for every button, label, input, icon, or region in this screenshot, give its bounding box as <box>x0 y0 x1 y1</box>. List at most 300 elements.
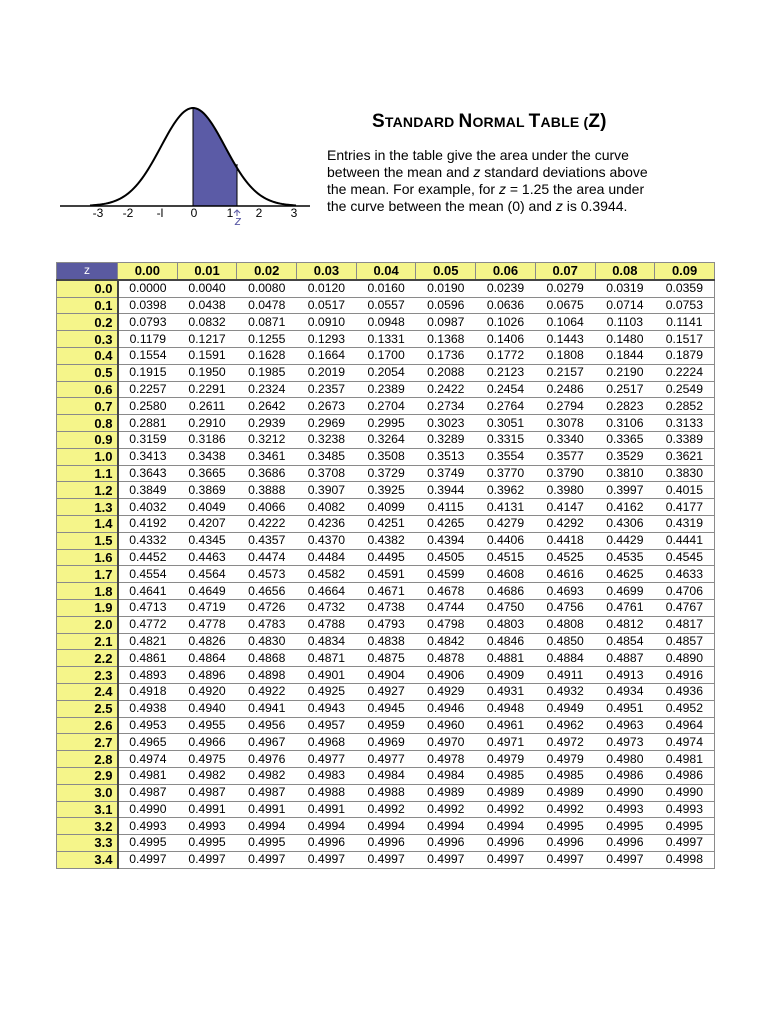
table-cell: 0.4582 <box>297 566 357 583</box>
table-cell: 0.4984 <box>356 767 416 784</box>
table-cell: 0.4846 <box>476 633 536 650</box>
table-cell: 0.4693 <box>535 583 595 600</box>
table-cell: 0.4131 <box>476 499 536 516</box>
table-row <box>57 717 715 734</box>
table-cell: 0.4997 <box>476 851 536 868</box>
table-row <box>57 482 715 499</box>
row-header: 0.2 <box>57 314 118 331</box>
table-cell: 0.3944 <box>416 482 476 499</box>
table-row <box>57 415 715 432</box>
row-header: 1.2 <box>57 482 118 499</box>
table-cell: 0.2454 <box>476 381 536 398</box>
title-initial: S <box>372 111 385 132</box>
description-text: = 1.25 the area under <box>505 181 645 197</box>
tick-label: 2 <box>255 206 263 220</box>
table-cell: 0.4920 <box>177 683 237 700</box>
table-cell: 0.4993 <box>655 801 715 818</box>
table-cell: 0.4997 <box>535 851 595 868</box>
table-cell: 0.4991 <box>237 801 297 818</box>
table-cell: 0.4251 <box>356 515 416 532</box>
table-cell: 0.4995 <box>237 835 297 852</box>
table-cell: 0.4147 <box>535 499 595 516</box>
table-cell: 0.1103 <box>595 314 655 331</box>
table-cell: 0.4744 <box>416 599 476 616</box>
table-cell: 0.4952 <box>655 700 715 717</box>
table-cell: 0.4929 <box>416 683 476 700</box>
table-cell: 0.4686 <box>476 583 536 600</box>
table-cell: 0.4884 <box>535 650 595 667</box>
table-cell: 0.4222 <box>237 515 297 532</box>
table-cell: 0.4861 <box>118 650 178 667</box>
table-row <box>57 650 715 667</box>
table-cell: 0.3461 <box>237 448 297 465</box>
table-cell: 0.3665 <box>177 465 237 482</box>
table-cell: 0.3577 <box>535 448 595 465</box>
table-cell: 0.4732 <box>297 599 357 616</box>
table-cell: 0.4982 <box>237 767 297 784</box>
title-paren: ) <box>600 111 607 132</box>
table-cell: 0.4049 <box>177 499 237 516</box>
table-cell: 0.4525 <box>535 549 595 566</box>
table-cell: 0.4370 <box>297 532 357 549</box>
title-smallcaps: ABLE ( <box>540 114 589 130</box>
table-cell: 0.0714 <box>595 297 655 314</box>
table-cell: 0.4979 <box>476 751 536 768</box>
table-cell: 0.1772 <box>476 347 536 364</box>
table-cell: 0.4934 <box>595 683 655 700</box>
table-cell: 0.3133 <box>655 415 715 432</box>
row-header: 1.7 <box>57 566 118 583</box>
table-cell: 0.4868 <box>237 650 297 667</box>
table-cell: 0.1591 <box>177 347 237 364</box>
z-marker-label: z <box>234 213 242 225</box>
table-cell: 0.4966 <box>177 734 237 751</box>
table-cell: 0.4573 <box>237 566 297 583</box>
table-cell: 0.2939 <box>237 415 297 432</box>
row-header: 2.6 <box>57 717 118 734</box>
table-description <box>327 147 707 215</box>
title-initial: N <box>458 111 473 132</box>
table-cell: 0.4994 <box>416 818 476 835</box>
table-cell: 0.4962 <box>535 717 595 734</box>
table-cell: 0.1026 <box>476 314 536 331</box>
table-cell: 0.4850 <box>535 633 595 650</box>
table-cell: 0.4332 <box>118 532 178 549</box>
tick-label: 1 <box>226 206 234 220</box>
table-cell: 0.3438 <box>177 448 237 465</box>
table-cell: 0.4808 <box>535 616 595 633</box>
table-cell: 0.1331 <box>356 331 416 348</box>
description-text: is 0.3944. <box>562 198 628 214</box>
row-header: 1.6 <box>57 549 118 566</box>
table-cell: 0.4591 <box>356 566 416 583</box>
table-cell: 0.3643 <box>118 465 178 482</box>
table-cell: 0.4945 <box>356 700 416 717</box>
table-cell: 0.4997 <box>237 851 297 868</box>
row-header: 1.8 <box>57 583 118 600</box>
table-cell: 0.4951 <box>595 700 655 717</box>
table-cell: 0.0753 <box>655 297 715 314</box>
table-cell: 0.4429 <box>595 532 655 549</box>
table-cell: 0.4382 <box>356 532 416 549</box>
table-cell: 0.4901 <box>297 667 357 684</box>
table-cell: 0.2704 <box>356 398 416 415</box>
row-header: 0.0 <box>57 280 118 297</box>
table-cell: 0.4989 <box>535 784 595 801</box>
table-cell: 0.4981 <box>655 751 715 768</box>
table-cell: 0.4678 <box>416 583 476 600</box>
table-cell: 0.1255 <box>237 331 297 348</box>
table-cell: 0.3485 <box>297 448 357 465</box>
table-cell: 0.4975 <box>177 751 237 768</box>
table-cell: 0.0359 <box>655 280 715 297</box>
table-cell: 0.4817 <box>655 616 715 633</box>
column-header: 0.07 <box>535 263 595 280</box>
table-cell: 0.0517 <box>297 297 357 314</box>
row-header: 0.9 <box>57 431 118 448</box>
table-cell: 0.3869 <box>177 482 237 499</box>
row-header: 2.8 <box>57 751 118 768</box>
table-cell: 0.4871 <box>297 650 357 667</box>
table-cell: 0.4997 <box>595 851 655 868</box>
table-cell: 0.4995 <box>595 818 655 835</box>
table-cell: 0.4948 <box>476 700 536 717</box>
table-cell: 0.0040 <box>177 280 237 297</box>
table-cell: 0.4898 <box>237 667 297 684</box>
table-cell: 0.4738 <box>356 599 416 616</box>
table-cell: 0.1368 <box>416 331 476 348</box>
table-row <box>57 532 715 549</box>
table-cell: 0.4991 <box>177 801 237 818</box>
table-cell: 0.3830 <box>655 465 715 482</box>
table-cell: 0.4608 <box>476 566 536 583</box>
title-initial: T <box>528 111 541 132</box>
table-cell: 0.4798 <box>416 616 476 633</box>
table-cell: 0.4115 <box>416 499 476 516</box>
table-cell: 0.3770 <box>476 465 536 482</box>
table-cell: 0.4987 <box>118 784 178 801</box>
column-header: 0.08 <box>595 263 655 280</box>
table-cell: 0.0675 <box>535 297 595 314</box>
table-cell: 0.0279 <box>535 280 595 297</box>
table-row <box>57 431 715 448</box>
z-table-header <box>57 263 715 280</box>
table-cell: 0.3212 <box>237 431 297 448</box>
table-cell: 0.0636 <box>476 297 536 314</box>
table-cell: 0.1950 <box>177 364 237 381</box>
table-cell: 0.4949 <box>535 700 595 717</box>
row-header: 2.9 <box>57 767 118 784</box>
table-cell: 0.1915 <box>118 364 178 381</box>
table-cell: 0.4967 <box>237 734 297 751</box>
table-cell: 0.4985 <box>535 767 595 784</box>
table-cell: 0.0910 <box>297 314 357 331</box>
table-cell: 0.4974 <box>118 751 178 768</box>
table-cell: 0.0793 <box>118 314 178 331</box>
title-smallcaps: ORMAL <box>472 114 529 130</box>
table-cell: 0.4812 <box>595 616 655 633</box>
table-row <box>57 599 715 616</box>
table-cell: 0.4992 <box>416 801 476 818</box>
table-cell: 0.4987 <box>237 784 297 801</box>
table-cell: 0.4991 <box>297 801 357 818</box>
table-cell: 0.2852 <box>655 398 715 415</box>
table-cell: 0.1700 <box>356 347 416 364</box>
description-text: between the mean and <box>327 164 474 180</box>
table-cell: 0.4713 <box>118 599 178 616</box>
table-cell: 0.4946 <box>416 700 476 717</box>
table-cell: 0.4911 <box>535 667 595 684</box>
table-cell: 0.4864 <box>177 650 237 667</box>
table-cell: 0.4633 <box>655 566 715 583</box>
table-row <box>57 851 715 868</box>
table-cell: 0.3389 <box>655 431 715 448</box>
table-cell: 0.4463 <box>177 549 237 566</box>
table-cell: 0.4706 <box>655 583 715 600</box>
table-cell: 0.0438 <box>177 297 237 314</box>
table-row <box>57 465 715 482</box>
table-cell: 0.4980 <box>595 751 655 768</box>
table-row <box>57 347 715 364</box>
table-cell: 0.1664 <box>297 347 357 364</box>
table-row <box>57 583 715 600</box>
table-cell: 0.2881 <box>118 415 178 432</box>
table-cell: 0.4968 <box>297 734 357 751</box>
description-text: the curve between the mean (0) and <box>327 198 556 214</box>
table-cell: 0.1141 <box>655 314 715 331</box>
table-row <box>57 667 715 684</box>
row-header: 0.4 <box>57 347 118 364</box>
column-header: 0.01 <box>177 263 237 280</box>
table-row <box>57 818 715 835</box>
table-cell: 0.3413 <box>118 448 178 465</box>
table-cell: 0.2611 <box>177 398 237 415</box>
table-cell: 0.4649 <box>177 583 237 600</box>
table-cell: 0.2517 <box>595 381 655 398</box>
table-cell: 0.4981 <box>118 767 178 784</box>
table-cell: 0.4838 <box>356 633 416 650</box>
column-header: 0.02 <box>237 263 297 280</box>
normal-curve-figure <box>60 100 310 225</box>
table-cell: 0.2764 <box>476 398 536 415</box>
table-cell: 0.3508 <box>356 448 416 465</box>
table-cell: 0.2224 <box>655 364 715 381</box>
table-cell: 0.4842 <box>416 633 476 650</box>
table-cell: 0.0239 <box>476 280 536 297</box>
column-header: 0.04 <box>356 263 416 280</box>
row-header: 2.7 <box>57 734 118 751</box>
table-cell: 0.4913 <box>595 667 655 684</box>
row-header: 0.8 <box>57 415 118 432</box>
table-cell: 0.4761 <box>595 599 655 616</box>
table-cell: 0.3997 <box>595 482 655 499</box>
table-row <box>57 751 715 768</box>
z-column-header: z <box>57 263 118 280</box>
table-cell: 0.4965 <box>118 734 178 751</box>
table-cell: 0.4997 <box>416 851 476 868</box>
table-cell: 0.3686 <box>237 465 297 482</box>
tick-label: -2 <box>122 206 134 220</box>
table-cell: 0.4265 <box>416 515 476 532</box>
table-cell: 0.0000 <box>118 280 178 297</box>
table-cell: 0.0080 <box>237 280 297 297</box>
table-cell: 0.4997 <box>118 851 178 868</box>
row-header: 0.3 <box>57 331 118 348</box>
table-cell: 0.4857 <box>655 633 715 650</box>
table-cell: 0.2088 <box>416 364 476 381</box>
table-cell: 0.4931 <box>476 683 536 700</box>
table-cell: 0.4984 <box>416 767 476 784</box>
table-cell: 0.4994 <box>297 818 357 835</box>
row-header: 3.0 <box>57 784 118 801</box>
table-cell: 0.3529 <box>595 448 655 465</box>
header-row <box>57 263 715 280</box>
table-cell: 0.4940 <box>177 700 237 717</box>
table-cell: 0.4830 <box>237 633 297 650</box>
table-cell: 0.4778 <box>177 616 237 633</box>
table-cell: 0.4932 <box>535 683 595 700</box>
row-header: 0.5 <box>57 364 118 381</box>
table-cell: 0.1879 <box>655 347 715 364</box>
tick-label: -3 <box>92 206 104 220</box>
row-header: 0.7 <box>57 398 118 415</box>
table-cell: 0.4997 <box>356 851 416 868</box>
table-row <box>57 767 715 784</box>
table-cell: 0.2123 <box>476 364 536 381</box>
table-cell: 0.3790 <box>535 465 595 482</box>
table-row <box>57 549 715 566</box>
table-cell: 0.4535 <box>595 549 655 566</box>
table-cell: 0.4834 <box>297 633 357 650</box>
table-cell: 0.0832 <box>177 314 237 331</box>
column-header: 0.00 <box>118 263 178 280</box>
table-cell: 0.4996 <box>416 835 476 852</box>
table-cell: 0.4878 <box>416 650 476 667</box>
table-cell: 0.4803 <box>476 616 536 633</box>
table-cell: 0.2190 <box>595 364 655 381</box>
table-cell: 0.0190 <box>416 280 476 297</box>
table-cell: 0.4996 <box>535 835 595 852</box>
table-cell: 0.4452 <box>118 549 178 566</box>
table-cell: 0.4972 <box>535 734 595 751</box>
table-cell: 0.0948 <box>356 314 416 331</box>
table-cell: 0.4099 <box>356 499 416 516</box>
row-header: 2.0 <box>57 616 118 633</box>
table-cell: 0.4772 <box>118 616 178 633</box>
table-row <box>57 314 715 331</box>
row-header: 2.4 <box>57 683 118 700</box>
table-cell: 0.4994 <box>356 818 416 835</box>
table-cell: 0.3621 <box>655 448 715 465</box>
table-cell: 0.0987 <box>416 314 476 331</box>
table-row <box>57 835 715 852</box>
table-cell: 0.4971 <box>476 734 536 751</box>
table-cell: 0.4993 <box>595 801 655 818</box>
description-z: z <box>555 198 563 214</box>
table-cell: 0.4985 <box>476 767 536 784</box>
table-cell: 0.3708 <box>297 465 357 482</box>
column-header: 0.06 <box>476 263 536 280</box>
table-cell: 0.4890 <box>655 650 715 667</box>
table-cell: 0.3106 <box>595 415 655 432</box>
table-cell: 0.4918 <box>118 683 178 700</box>
table-cell: 0.4162 <box>595 499 655 516</box>
table-cell: 0.4997 <box>297 851 357 868</box>
table-cell: 0.4279 <box>476 515 536 532</box>
table-cell: 0.2324 <box>237 381 297 398</box>
table-cell: 0.4719 <box>177 599 237 616</box>
table-cell: 0.4973 <box>595 734 655 751</box>
table-cell: 0.4821 <box>118 633 178 650</box>
table-cell: 0.4987 <box>177 784 237 801</box>
table-cell: 0.4979 <box>535 751 595 768</box>
table-row <box>57 784 715 801</box>
table-cell: 0.4970 <box>416 734 476 751</box>
table-cell: 0.4994 <box>476 818 536 835</box>
table-row <box>57 297 715 314</box>
description-line <box>327 198 707 215</box>
table-cell: 0.4922 <box>237 683 297 700</box>
table-cell: 0.1443 <box>535 331 595 348</box>
row-header: 1.5 <box>57 532 118 549</box>
description-text: standard deviations above <box>480 164 648 180</box>
table-cell: 0.3289 <box>416 431 476 448</box>
table-cell: 0.4875 <box>356 650 416 667</box>
table-cell: 0.4656 <box>237 583 297 600</box>
table-cell: 0.0160 <box>356 280 416 297</box>
table-cell: 0.4015 <box>655 482 715 499</box>
table-cell: 0.4394 <box>416 532 476 549</box>
row-header: 2.5 <box>57 700 118 717</box>
table-cell: 0.4788 <box>297 616 357 633</box>
table-cell: 0.3051 <box>476 415 536 432</box>
table-cell: 0.4545 <box>655 549 715 566</box>
table-row <box>57 566 715 583</box>
table-cell: 0.1406 <box>476 331 536 348</box>
table-cell: 0.1628 <box>237 347 297 364</box>
table-cell: 0.2673 <box>297 398 357 415</box>
table-cell: 0.4909 <box>476 667 536 684</box>
table-cell: 0.4893 <box>118 667 178 684</box>
table-cell: 0.4192 <box>118 515 178 532</box>
table-cell: 0.4756 <box>535 599 595 616</box>
table-cell: 0.4996 <box>595 835 655 852</box>
table-cell: 0.4941 <box>237 700 297 717</box>
row-header: 3.2 <box>57 818 118 835</box>
table-cell: 0.4564 <box>177 566 237 583</box>
description-line <box>327 164 707 181</box>
table-cell: 0.0319 <box>595 280 655 297</box>
table-row <box>57 700 715 717</box>
table-cell: 0.4515 <box>476 549 536 566</box>
table-cell: 0.4406 <box>476 532 536 549</box>
table-cell: 0.1480 <box>595 331 655 348</box>
description-line <box>327 147 707 164</box>
table-cell: 0.4495 <box>356 549 416 566</box>
title-initial: Z <box>588 111 601 132</box>
table-cell: 0.4955 <box>177 717 237 734</box>
table-cell: 0.3810 <box>595 465 655 482</box>
table-cell: 0.1985 <box>237 364 297 381</box>
table-cell: 0.4997 <box>177 851 237 868</box>
table-cell: 0.2486 <box>535 381 595 398</box>
table-cell: 0.4990 <box>118 801 178 818</box>
table-cell: 0.1554 <box>118 347 178 364</box>
table-cell: 0.3238 <box>297 431 357 448</box>
table-cell: 0.2291 <box>177 381 237 398</box>
table-cell: 0.4959 <box>356 717 416 734</box>
table-cell: 0.4616 <box>535 566 595 583</box>
